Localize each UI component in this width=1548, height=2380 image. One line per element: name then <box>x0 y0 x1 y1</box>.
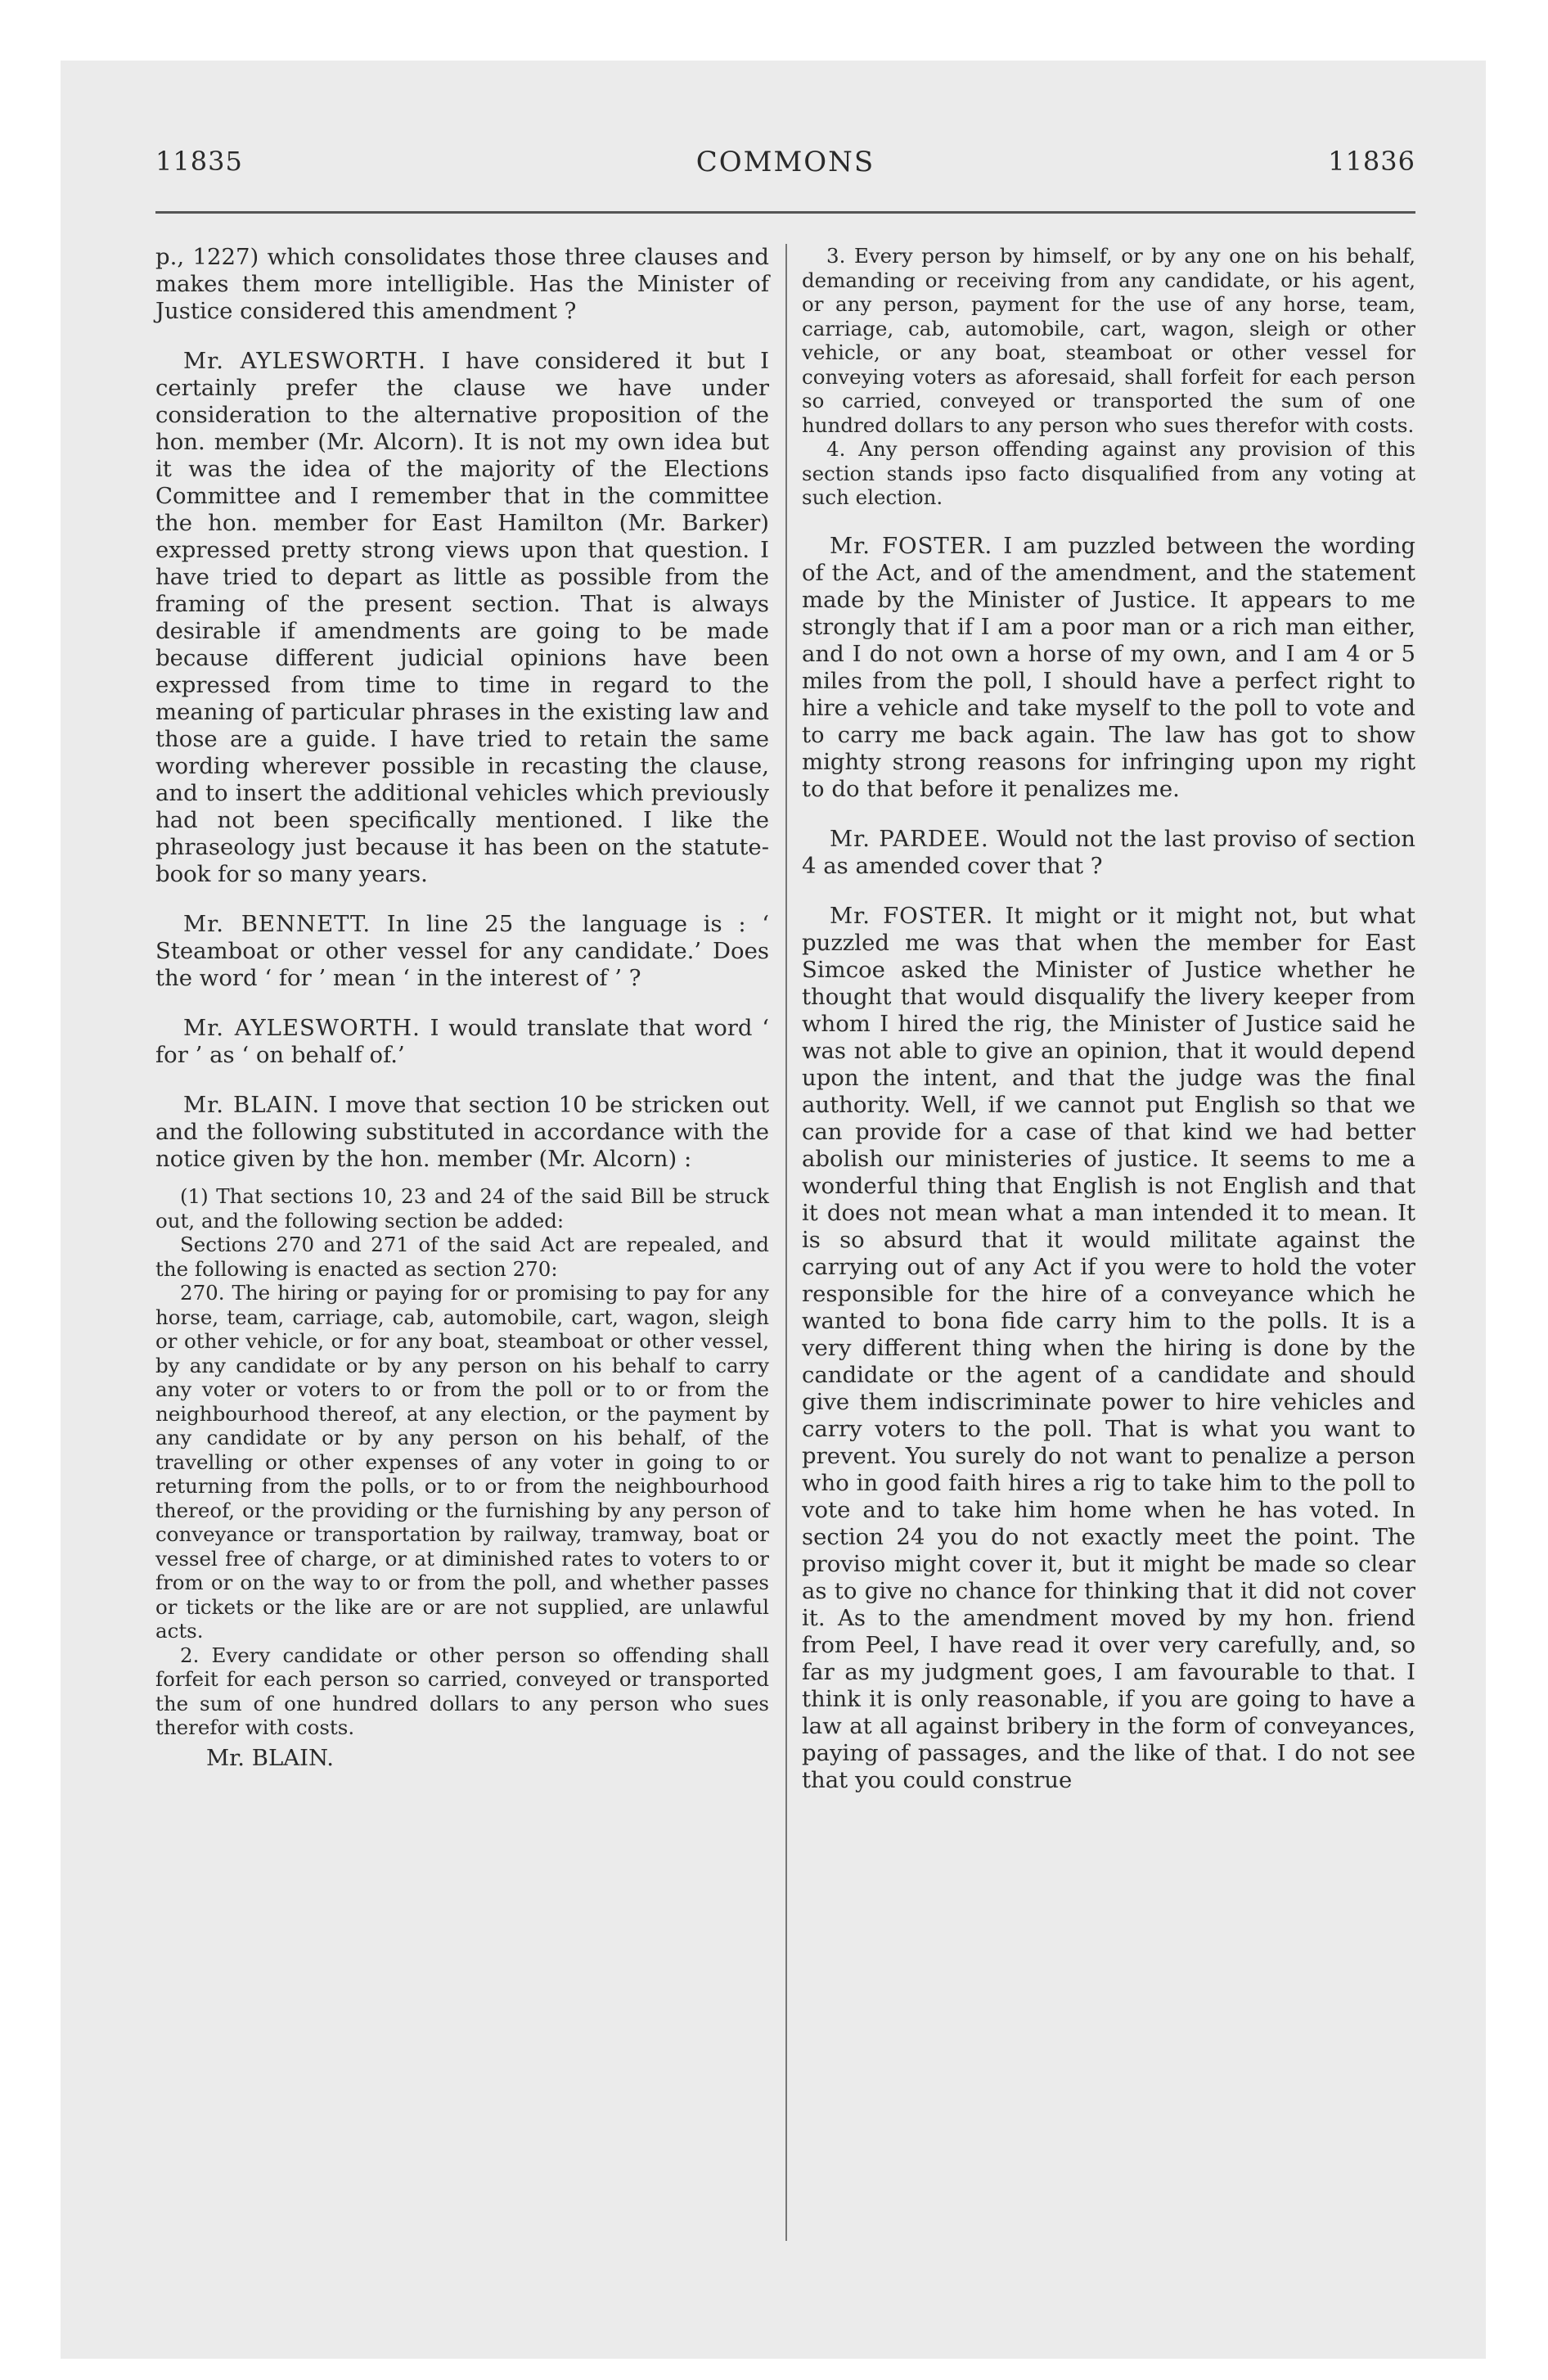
motion-clause: 4. Any person offending against any provision of this section stands ipso facto disqualified from any voting at such election. <box>802 437 1415 509</box>
speech <box>155 348 769 888</box>
speaker-name: Mr. FOSTER. <box>830 902 994 929</box>
speech <box>155 1015 769 1069</box>
motion-clause: 3. Every person by himself, or by any one on his behalf, demanding or receiving from any candidate, or his agent, or any person, payment for the use of any horse, team, carriage, cab, automobile, cart, wagon, sleigh or other vehicle, or any boat, steamboat or other vessel for conveying voters as aforesaid, shall forfeit for each person so carried, conveyed or transported the sum of one hundred dollars to any person who sues therefor with costs. <box>802 244 1415 437</box>
speech <box>802 533 1415 803</box>
paragraph: p., 1227) which consolidates those three clauses and makes them more intelligible. Has the Minister of Justice considered this amendment ? <box>155 244 769 324</box>
speech-text: I am puzzled between the wording of the Act, and of the amendment, and the statement made by the Minister of Justice. It appears to me strongly that if I am a poor man or a rich man either, and I do not own a horse of my own, and I am 4 or 5 miles from the poll, I should have a perfect right to hire a vehicle and take myself to the poll to vote and to carry me back again. The law has got to show mighty strong reasons for infringing upon my right to do that before it penalizes me. <box>802 532 1415 802</box>
page-number-right: 11836 <box>1328 146 1415 177</box>
speech-text: I have considered it but I certainly prefer the clause we have under consideration to the alternative proposition of the hon. member (Mr. Alcorn). It is not my own idea but it was the idea of the majority of the Elections Committee and I remember that in the committee the hon. member for East Hamilton (Mr. Barker) expressed pretty strong views upon that question. I have tried to depart as little as possible from the framing of the present section. That is always desirable if amendments are going to be made because different judicial opinions have been expressed from time to time in regard to the meaning of particular phrases in the existing law and those are a guide. I have tried to retain the same wording wherever possible in recasting the clause, and to insert the additional vehicles which previously had not been specifically mentioned. I like the phraseology just because it has been on the statute-book for so many years. <box>155 348 769 887</box>
motion-clause: 2. Every candidate or other person so offending shall forfeit for each person so carried, conveyed or transported the sum of one hundred dollars to any person who sues therefor with costs. <box>155 1643 769 1739</box>
mover-signoff: Mr. BLAIN. <box>206 1744 335 1771</box>
speaker-name: Mr. AYLESWORTH. <box>183 1015 421 1041</box>
speech <box>802 826 1415 880</box>
motion-clause: Sections 270 and 271 of the said Act are repealed, and the following is enacted as section 270: <box>155 1233 769 1281</box>
speech-text: I move that section 10 be stricken out and the following substituted in accordance with the notice given by the hon. member (Mr. Alcorn) : <box>155 1092 769 1172</box>
column-divider <box>785 244 787 2241</box>
speech-text: I would translate that word ‘ for ’ as ‘ on behalf of.’ <box>155 1015 769 1068</box>
page-header <box>155 146 1415 219</box>
speech <box>802 903 1415 1794</box>
speech <box>155 1092 769 1173</box>
motion-clause: (1) That sections 10, 23 and 24 of the said Bill be struck out, and the following section be added: <box>155 1184 769 1233</box>
speaker-name: Mr. BLAIN. <box>183 1092 321 1118</box>
header-rule <box>155 211 1415 214</box>
speech-text: Would not the last proviso of section 4 as amended cover that ? <box>802 825 1416 879</box>
page-title: COMMONS <box>695 146 875 178</box>
speaker-name: Mr. PARDEE. <box>830 825 989 852</box>
page-number-left: 11835 <box>155 146 243 177</box>
right-column <box>802 244 1415 1794</box>
speech-text: In line 25 the language is : ‘ Steamboat or other vessel for any candidate.’ Does the word ‘ for ’ mean ‘ in the interest of ’ ? <box>155 911 769 991</box>
speaker-name: Mr. FOSTER. <box>830 532 993 559</box>
speaker-name: Mr. BENNETT. <box>183 911 371 937</box>
speech-text: It might or it might not, but what puzzled me was that when the member for East Simcoe asked the Minister of Justice whether he thought that would disqualify the livery keeper from whom I hired the rig, the Minister of Justice said he was not able to give an opinion, that it would depend upon the intent, and that the judge was the final authority. Well, if we cannot put English so that we can provide for a case of that kind we had better abolish our ministeries of justice. It seems to me a wonderful thing that English is not English and that it does not mean what a man intended it to mean. It is so absurd that it would militate against the carrying out of any Act if you were to hold the voter responsible for the hire of a conveyance which he wanted to bona fide carry him to the polls. It is a very different thing when the hiring is done by the candidate or the agent of a candidate and should give them indiscriminate power to hire vehicles and carry voters to the poll. That is what you want to prevent. You surely do not want to penalize a person who in good faith hires a rig to take him to the poll to vote and to take him home when he has voted. In section 24 you do not exactly meet the point. The proviso might cover it, but it might be made so clear as to give no chance for thinking that it did not cover it. As to the amendment moved by my hon. friend from Peel, I have read it over very carefully, and, so far as my judgment goes, I am favourable to that. I think it is only reasonable, if you are going to have a law at all against bribery in the form of conveyances, paying of passages, and the like of that. I do not see that you could construe <box>802 902 1415 1793</box>
text-columns <box>155 244 1415 2241</box>
left-column <box>155 244 769 1772</box>
speech <box>155 911 769 992</box>
motion-clause: 270. The hiring or paying for or promising to pay for any horse, team, carriage, cab, automobile, cart, wagon, sleigh or other vehicle, or for any boat, steamboat or other vessel, by any candidate or by any person on his behalf to carry any voter or voters to or from the poll or to or from the neighbourhood thereof, at any election, or the payment by any candidate or by any person on his behalf, of the travelling or other expenses of any voter in going to or returning from the polls, or to or from the neighbourhood thereof, or the providing or the furnishing by any person of conveyance or transportation by railway, tramway, boat or vessel free of charge, or at diminished rates to voters to or from or on the way to or from the poll, and whether passes or tickets or the like are or are not supplied, are unlawful acts. <box>155 1281 769 1643</box>
hansard-page <box>155 146 1415 2241</box>
speaker-name: Mr. AYLESWORTH. <box>183 348 426 374</box>
